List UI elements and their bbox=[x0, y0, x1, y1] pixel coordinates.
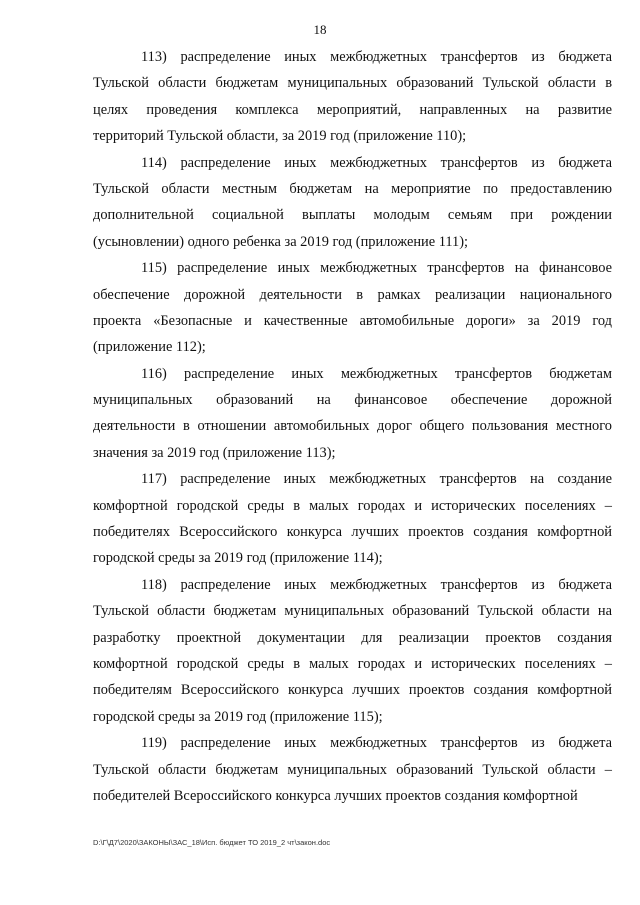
paragraph-line: 115) распределение иных межбюджетных трансфертов на финансовое bbox=[141, 260, 612, 277]
paragraph bbox=[93, 150, 612, 256]
paragraph-line: городской среды за 2019 год (приложение 114); bbox=[93, 550, 383, 567]
paragraph-line: (приложение 112); bbox=[93, 339, 206, 356]
paragraph-line: Тульской области бюджетам муниципальных образований Тульской области в bbox=[93, 75, 612, 92]
paragraph-line: муниципальных образований на финансовое обеспечение дорожной bbox=[93, 392, 612, 409]
paragraph-line: территорий Тульской области, за 2019 год (приложение 110); bbox=[93, 128, 467, 145]
document-body bbox=[93, 44, 612, 809]
paragraph-line: городской среды за 2019 год (приложение 115); bbox=[93, 708, 383, 725]
page-number: 18 bbox=[313, 22, 327, 37]
paragraph-line: деятельности в отношении автомобильных дорог общего пользования местного bbox=[93, 418, 612, 435]
paragraph-line: Тульской области местным бюджетам на мероприятие по предоставлению bbox=[93, 180, 612, 197]
paragraph-line: победителям Всероссийского конкурса лучших проектов создания комфортной bbox=[93, 682, 612, 699]
paragraph-line: Тульской области бюджетам муниципальных образований Тульской области на bbox=[93, 603, 612, 620]
paragraph-line: 119) распределение иных межбюджетных трансфертов из бюджета bbox=[141, 735, 612, 752]
paragraph-line: 113) распределение иных межбюджетных трансфертов из бюджета bbox=[141, 49, 612, 65]
paragraph-line: 114) распределение иных межбюджетных трансфертов из бюджета bbox=[141, 154, 612, 171]
paragraph-line: проекта «Безопасные и качественные автомобильные дороги» за 2019 год bbox=[93, 312, 612, 329]
paragraph-line: значения за 2019 год (приложение 113); bbox=[93, 444, 336, 461]
paragraph bbox=[93, 44, 612, 150]
paragraph-line: дополнительной социальной выплаты молодым семьям при рождении bbox=[93, 207, 612, 224]
paragraph-line: 118) распределение иных межбюджетных трансфертов из бюджета bbox=[141, 576, 612, 593]
paragraph-line: победителях Всероссийского конкурса лучших проектов создания комфортной bbox=[93, 524, 612, 541]
paragraph-line: комфортной городской среды в малых городах и исторических поселениях – bbox=[93, 497, 612, 514]
paragraph-line: Тульской области бюджетам муниципальных образований Тульской области – bbox=[93, 761, 612, 778]
paragraph-line: обеспечение дорожной деятельности в рамках реализации национального bbox=[93, 286, 612, 303]
paragraph-line: целях проведения комплекса мероприятий, направленных на развитие bbox=[93, 101, 612, 118]
paragraph-line: 117) распределение иных межбюджетных трансфертов на создание bbox=[141, 471, 612, 488]
paragraph-line: победителей Всероссийского конкурса лучших проектов создания комфортной bbox=[93, 787, 578, 804]
paragraph bbox=[93, 572, 612, 730]
paragraph bbox=[93, 255, 612, 361]
paragraph bbox=[93, 466, 612, 572]
paragraph bbox=[93, 730, 612, 809]
footer-file-path: D:\Г\Д7\2020\ЗАКОНЫ\ЗАС_18\Исп. бюджет ТО 2019_2 чт\закон.doc bbox=[93, 838, 331, 847]
paragraph-line: разработку проектной документации для реализации проектов создания bbox=[93, 629, 612, 646]
paragraph-line: комфортной городской среды в малых городах и исторических поселениях – bbox=[93, 655, 612, 672]
paragraph-line: 116) распределение иных межбюджетных трансфертов бюджетам bbox=[141, 365, 612, 382]
paragraph bbox=[93, 361, 612, 467]
paragraph-line: (усыновлении) одного ребенка за 2019 год (приложение 111); bbox=[93, 233, 469, 250]
